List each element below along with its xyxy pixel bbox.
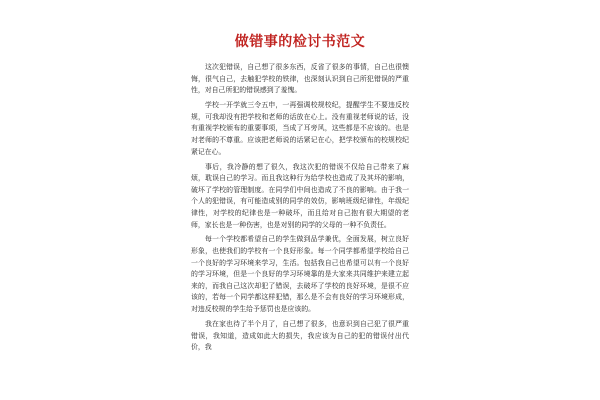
document-body [191, 62, 409, 357]
paragraph: 事后，我冷静的想了很久，我这次犯的错误不仅给自己带来了麻烦，耽误自己的学习。而且我这种行为给学校也造成了及其坏的影响，破坏了学校的管理制度。在同学们中间也造成了不良的影响。由于我一个人的犯错误，有可能造成别的同学的效仿，影响班级纪律性，年级纪律性，对学校的纪律也是一种破坏，而且给对自己抱有很大期望的老师，家长也是一种伤害，也是对别的同学的父母的一种不负责任。 [191, 162, 409, 229]
paragraph: 这次犯错误，自己想了很多东西，反省了很多的事情，自己也很懊悔，很气自己，去触犯学校的铁律，也深刻认识到自己所犯错误的严重性，对自己所犯的错误感到了羞愧。 [191, 63, 409, 95]
paragraph: 我在家也待了半个月了，自己想了很多，也意识到自己犯了很严重错误，我知道，造成如此大的损失，我应该为自己的犯的错误付出代价，我 [191, 320, 409, 352]
paragraph: 每一个学校都希望自己的学生做到品学兼优，全面发展，树立良好形象，也使我们的学校有一个良好形象。每一个同学都希望学校给自己一个良好的学习环境来学习，生活。包括我自己也希望可以有一个良好的学习环境，但是一个良好的学习环境靠的是大家来共同维护来建立起来的，而我自己这次却犯了错误，去破坏了学校的良好环境，是很不应该的，若每一个同学都这样犯错，那么是不会有良好的学习环境形成，对违反校规的学生给予惩罚也是应该的。 [191, 235, 409, 314]
paragraph: 学校一开学就三令五申，一再强调校规校纪，提醒学生不要违反校规，可我却没有把学校和老师的话放在心上。没有重视老师说的话，没有重视学校颁布的重要事项，当成了耳旁风，这些都是不应该的。也是对老师的不尊重。应该把老师说的话紧记在心，把学校颁布的校规校纪紧记在心。 [191, 101, 409, 156]
document-title: 做错事的检讨书范文 [234, 34, 366, 50]
